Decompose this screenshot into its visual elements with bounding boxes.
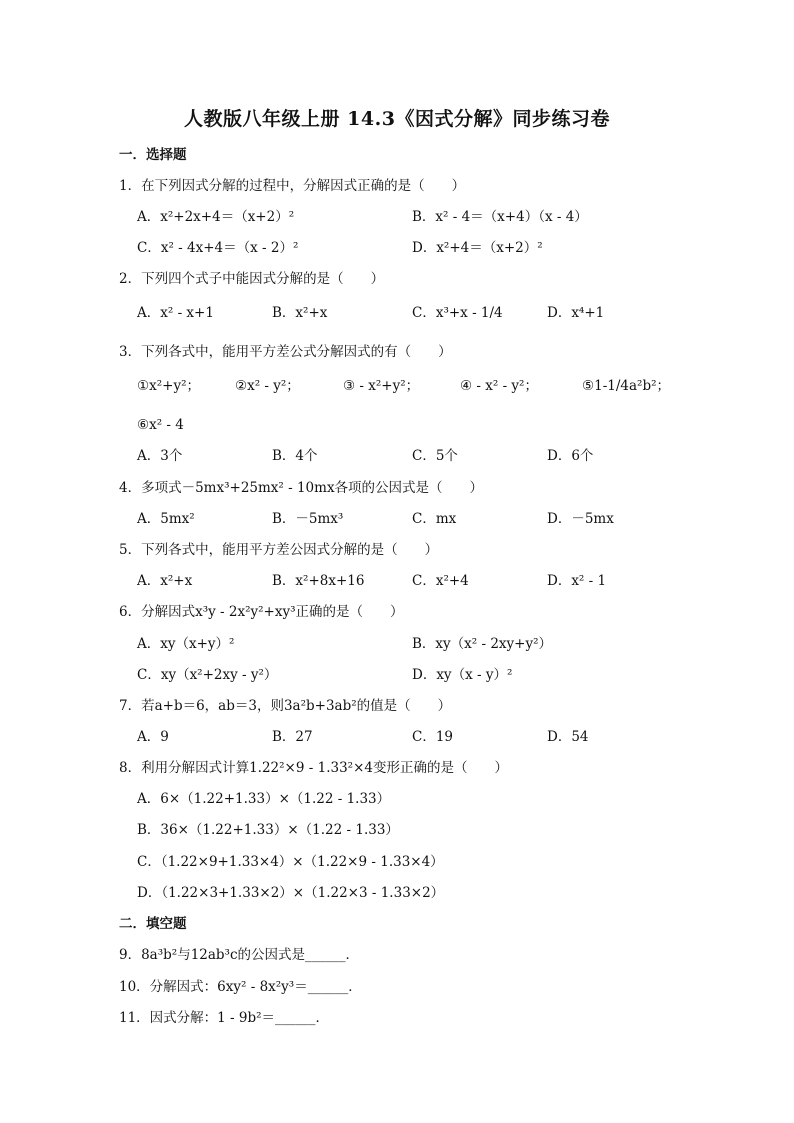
question-7-option-c: C．19 (412, 729, 454, 745)
question-10: 10．分解因式：6xy² - 8x²y³＝______． (119, 979, 362, 995)
question-6-option-d: D．xy（x - y）² (412, 667, 513, 683)
question-1-stem: 1．在下列因式分解的过程中，分解因式正确的是（ ） (119, 178, 466, 194)
question-1-option-c: C．x² - 4x+4＝（x - 2）² (137, 240, 299, 256)
question-3-stem: 3．下列各式中，能用平方差公式分解因式的有（ ） (119, 344, 452, 360)
question-3-option-d: D．6个 (547, 448, 594, 464)
question-5-option-d: D．x² - 1 (547, 573, 607, 589)
question-2-option-c: C．x³+x - 1/4 (412, 305, 503, 321)
question-9: 9．8a³b²与12ab³c的公因式是______． (119, 947, 360, 963)
question-4-stem: 4．多项式－5mx³+25mx² - 10mx各项的公因式是（ ） (119, 480, 484, 496)
question-4-option-d: D．－5mx (547, 511, 614, 527)
question-5-option-a: A．x²+x (137, 573, 193, 589)
question-1-option-b: B．x² - 4＝（x+4）（x - 4） (412, 209, 588, 225)
question-2-option-b: B．x²+x (272, 305, 328, 321)
question-5-option-c: C．x²+4 (412, 573, 469, 589)
question-4-option-b: B．－5mx³ (272, 511, 344, 527)
question-7-stem: 7．若a+b＝6，ab＝3，则3a²b+3ab²的值是（ ） (119, 698, 452, 714)
question-2-option-d: D．x⁴+1 (547, 305, 605, 321)
section-multiple-choice-heading: 一．选择题 (119, 147, 187, 163)
question-8-option-c: C．（1.22×9+1.33×4）×（1.22×9 - 1.33×4） (137, 854, 444, 870)
question-2-stem: 2．下列四个式子中能因式分解的是（ ） (119, 271, 385, 287)
question-8-option-b: B．36×（1.22+1.33）×（1.22 - 1.33） (137, 822, 399, 838)
question-1-option-d: D．x²+4＝（x+2）² (412, 240, 543, 256)
question-3-option-c: C．5个 (412, 448, 458, 464)
question-4-option-a: A．5mx² (137, 511, 195, 527)
question-6-option-c: C．xy（x²+2xy - y²） (137, 667, 278, 683)
question-4-option-c: C．mx (412, 511, 457, 527)
question-8-stem: 8．利用分解因式计算1.22²×9 - 1.33²×4变形正确的是（ ） (119, 760, 508, 776)
question-3-option-a: A．3个 (137, 448, 183, 464)
question-3-item-5: ⑤1-1/4a²b²； (582, 378, 670, 394)
question-3-item-2: ②x² - y²； (235, 378, 300, 394)
question-5-option-b: B．x²+8x+16 (272, 573, 365, 589)
question-7-option-a: A．9 (137, 729, 169, 745)
question-6-option-a: A．xy（x+y）² (137, 636, 235, 652)
question-6-stem: 6．分解因式x³y - 2x²y²+xy³正确的是（ ） (119, 604, 404, 620)
question-1-option-a: A．x²+2x+4＝（x+2）² (137, 209, 295, 225)
question-3-option-b: B．4个 (272, 448, 318, 464)
question-11: 11．因式分解：1 - 9b²＝______． (119, 1010, 330, 1026)
question-3-item-1: ①x²+y²； (137, 378, 200, 394)
section-fill-in-heading: 二．填空题 (119, 916, 187, 932)
question-7-option-b: B．27 (272, 729, 313, 745)
question-3-item-4: ④ - x² - y²； (460, 378, 538, 394)
question-8-option-a: A．6×（1.22+1.33）×（1.22 - 1.33） (137, 791, 391, 807)
question-8-option-d: D．（1.22×3+1.33×2）×（1.22×3 - 1.33×2） (137, 885, 445, 901)
question-7-option-d: D．54 (547, 729, 589, 745)
question-2-option-a: A．x² - x+1 (137, 305, 214, 321)
question-3-item-3: ③ - x²+y²； (343, 378, 420, 394)
question-6-option-b: B．xy（x² - 2xy+y²） (412, 636, 553, 652)
question-5-stem: 5．下列各式中，能用平方差公因式分解的是（ ） (119, 542, 439, 558)
question-3-item-6: ⑥x² - 4 (137, 417, 184, 433)
worksheet-title: 人教版八年级上册 14.3《因式分解》同步练习卷 (184, 108, 610, 130)
